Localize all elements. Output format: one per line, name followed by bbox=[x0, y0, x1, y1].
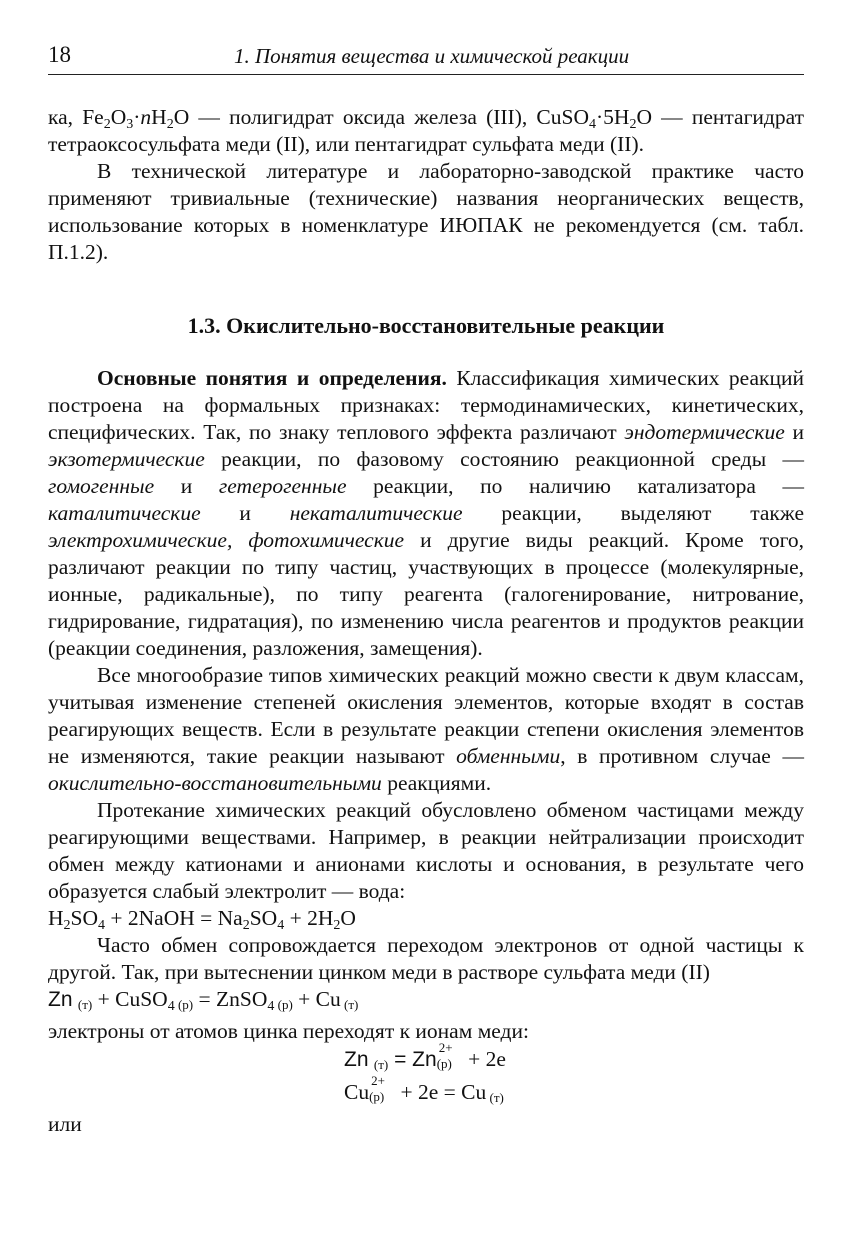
equation-zinc-oxidation: Zn (т) = Zn 2+ (р) + 2e bbox=[344, 1040, 506, 1072]
equation-zinc-copper: Zn (т) + CuSO$_4$ (р) = ZnSO$_4$ (р) + Cu (т) bbox=[48, 987, 359, 1014]
paragraph-exchange: Протекание химических реакций обусловлено обменом частицами между реагирующими веществами. Например, в реакции нейтрализации происходит обмен между катионами и анионами кислоты и основания, в результате чего образуется слабый электролит — вода: bbox=[48, 798, 804, 903]
paragraph-or: или bbox=[48, 1112, 82, 1136]
section-title: 1.3. Окислительно-восстановительные реакции bbox=[187, 313, 665, 338]
paragraph-definitions: Основные понятия и определения. Классификация химических реакций построена на формальных признаках: термодинамических, кинетических, специфических. Так, по знаку теплового эффекта различают эндотермические и экзотермические реакции, по фазовому состоянию реакционной среды — гомогенные и гетерогенные реакции, по наличию катализатора — каталитические и некаталитические реакции, выделяют также электрохимические, фотохимические и другие виды реакций. Кроме того, различают реакции по типу частиц, участвующих в процессе (молекулярные, ионные, радикальные), по типу реагента (галогенирование, нитрование, гидрирование, гидратация), по изменению числа реагентов и продуктов реакции (реакции соединения, разложения, замещения). bbox=[48, 366, 804, 660]
page-header bbox=[48, 40, 804, 75]
page-content bbox=[48, 104, 804, 1138]
equation-neutralization: $H_2SO_4$ + 2NaOH = $Na_2SO_4 + 2H_2O$ bbox=[48, 906, 356, 933]
paragraph-electrons: электроны от атомов цинка переходят к ионам меди: bbox=[48, 1019, 529, 1043]
paragraph-electron-transfer: Часто обмен сопровождается переходом электронов от одной частицы к другой. Так, при вытеснении цинком меди в растворе сульфата меди (II) bbox=[48, 933, 804, 984]
paragraph-hydrates: ка, $Fe_2O_3\cdot nH_2O$ — полигидрат оксида железа (III), $CuSO_4\cdot 5H_2O$ — пентагидрат тетраоксосульфата меди (II), или пентагидрат сульфата меди (II). bbox=[48, 105, 804, 156]
running-title: 1. Понятия вещества и химической реакции bbox=[234, 44, 630, 68]
page-number: 18 bbox=[48, 42, 71, 67]
paragraph-classes: Все многообразие типов химических реакций можно свести к двум классам, учитывая изменение степеней окисления элементов, которые входят в состав реагирующих веществ. Если в результате реакции степени окисления элементов не изменяются, такие реакции называют обменными, в противном случае — окислительно-восстановительными реакциями. bbox=[48, 663, 804, 795]
equation-copper-reduction: Cu 2+ (р) + 2e = Cu (т) bbox=[344, 1073, 504, 1105]
paragraph-trivial-names: В технической литературе и лабораторно-заводской практике часто применяют тривиальные (технические) названия неорганических веществ, использование которых в номенклатуре ИЮПАК не рекомендуется (см. табл. П.1.2). bbox=[48, 159, 804, 264]
